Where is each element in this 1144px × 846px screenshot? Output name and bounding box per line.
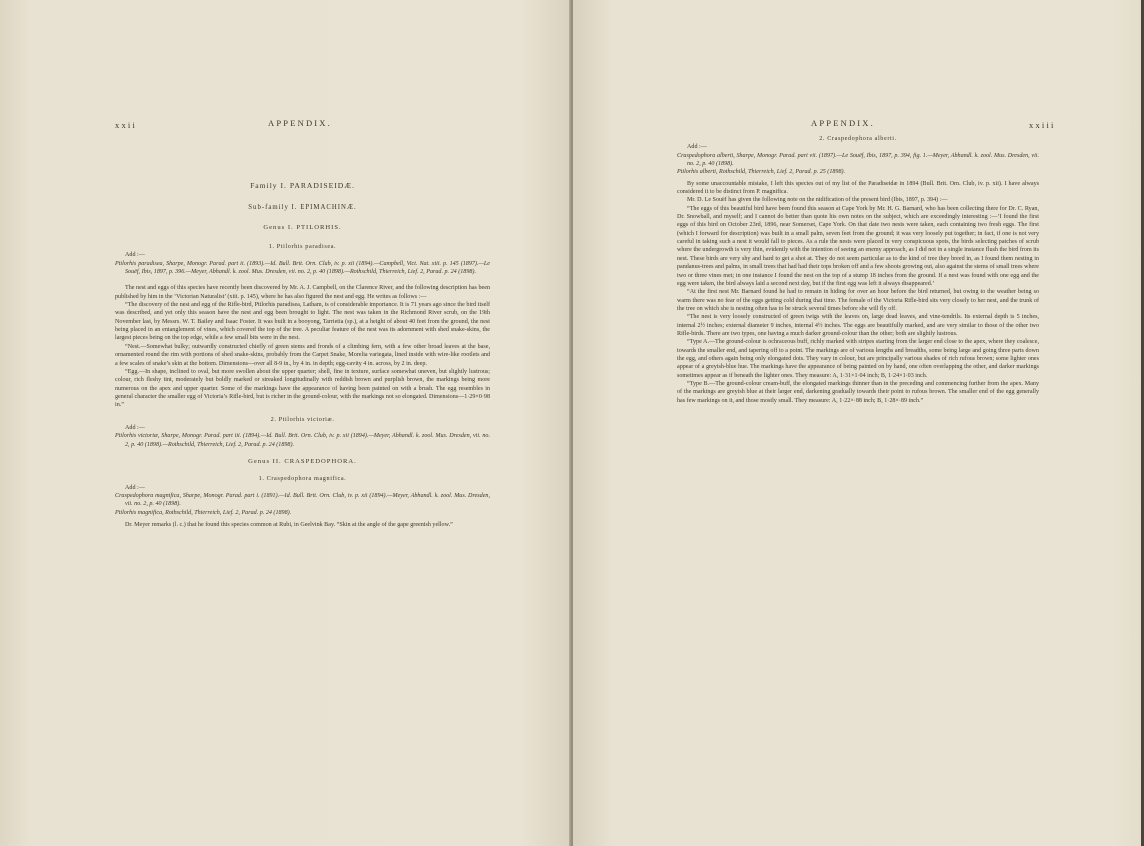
references-magnifica: Craspedophora magnifica, Sharpe, Monogr. Parad. part i. (1891).—Id. Bull. Brit. Orn. Club, iv. p. xii (1894).—Meyer, Abhandl. k. zool. Mus. Dresden, vii. no. 2, p. 40 (1898). xyxy=(115,492,490,508)
page-number-left: xxii xyxy=(115,120,138,130)
paragraph-egg-description: “Egg.—In shape, inclined to oval, but more swollen about the upper quarter; shell, fine in texture, surface somewhat uneven, but slightly lustrous; colour, rich fleshy tint, moderately but boldly marked or streaked longitudinally with reddish brown and purplish brown, the markings being more numerous on the apex and upper quarter. Some of the markings have the appearance of having been painted on with a brush. The egg resembles in general character the smaller egg of Victoria’s Rifle-bird, but is richer in the ground-colour, with the markings not so elongated. Dimensions—1·29×0·98 in.” xyxy=(115,368,490,409)
add-label: Add :— xyxy=(125,484,145,491)
references-ptilorhis-magnifica: Ptilorhis magnifica, Rothschild, Thierreich, Lief. 2, Parad. p. 24 (1898). xyxy=(115,509,292,516)
family-heading: Family I. PARADISEIDÆ. xyxy=(250,181,355,190)
right-page xyxy=(573,0,1144,846)
right-text-column xyxy=(677,135,1039,405)
paragraph-nest-discovery: The nest and eggs of this species have recently been discovered by Mr. A. J. Campbell, on the Clarence River, and the following description has been published by him in the ‘Victorian Naturalist’ (xiii. p. 145), where he has also figured the nest and egg. He writes as follows :— xyxy=(115,285,490,300)
paragraph-nest-construction: “The nest is very loosely constructed of green twigs with the leaves on, large dead leaves, and vine-tendrils. Its external depth is 5 inches, internal 2½ inches; external diameter 9 inches, internal 4½ inches. The eggs are beautifully marked, and are very similar to those of the other two Rifle-birds. There are two types, one having a much darker ground-colour than the other; both are slightly lustrous. xyxy=(677,314,1039,337)
add-label: Add :— xyxy=(125,252,145,259)
paragraph-barnard-notes: “The eggs of this beautiful bird have been found this season at Cape York by Mr. H. G. Barnard, who has been collecting there for Dr. C. Ryan, Dr. Snowball, and myself; and I cannot do better than quote his own notes on the subject, which are exceedingly interesting :—‘I found the first eggs of this bird on October 23rd, 1896, near Somerset, Cape York. On that date two nests were taken, each containing two fresh eggs. The first (which I forward for description) was built in a small palm, seven feet from the ground; it was very loosely put together; in fact, if one is not very careful in taking such a nest it would fall to pieces. As a rule the nests were placed in very conspicuous spots, the birds selecting patches of scrub where the undergrowth is very thin, evidently with the intention of seeing an enemy approach, as I did not in a single instance flush the bird from its nest. These birds are very shy and hard to get a shot at. They do not seem particular as to the kind of tree they breed in, as I found them nesting in pandanus-trees and palms, in small trees that had had their tops broken off and a few shoots growing out, also against the stems of small trees where two or three vines met; in one instance I found the nest on the top of a stump 18 inches from the ground. If a nest was found with one egg and the egg were taken, the bird always laid a second next day, but if the first egg was left it always disappeared.’ xyxy=(677,205,1039,287)
paragraph-nest-description: “Nest.—Somewhat bulky; outwardly constructed chiefly of green stems and fronds of a climbing fern, with a few other broad leaves at the base, ornamented round the rim with portions of shed snake-skins, probably from the Carpet Snake, Morelia variegata, lined inside with wire-like rootlets and a few scales of snake’s skin at the bottom. Dimensions—over all 8-9 in., by 4 in. in depth; egg-cavity 4 in. across, by 2 in. deep. xyxy=(115,343,490,367)
paragraph-type-a: “Type A.—The ground-colour is ochraceous buff, richly marked with stripes starting from the larger end close to the apex, where they coalesce, towards the smaller end, and tapering off to a point. The markings are of various lengths and breadths, some being large and going three parts down the egg, and others again being only elongated dots. They vary in colour, but are principally various shades of rich rufous brown; some lighter ones appear of a greyish-blue hue. The markings have the appearance of being painted on by hand, one often overlapping the other, and darker markings sometimes appear as if beneath the lighter ones. They measure: A, 1·31×1·04 inch; B, 1·24×1·03 inch. xyxy=(677,339,1039,379)
references-ptilorhis-alberti: Ptilorhis alberti, Rothschild, Thierreich, Lief. 2, Parad. p. 25 (1898). xyxy=(677,169,846,176)
running-head-right: APPENDIX. xyxy=(811,118,875,128)
paragraph-type-b: “Type B.—The ground-colour cream-buff, the elongated markings thinner than in the preceding and commencing further from the apex. Many of the markings are greyish blue at their larger end, darkening gradually towards their point to rufous brown. The smaller end of the egg generally has few markings on it, and those mostly small. They measure: A, 1·22×·88 inch; B, 1·28×·89 inch.” xyxy=(677,380,1039,404)
paragraph-campbell-quote: “The discovery of the nest and egg of the Rifle-bird, Ptilorhis paradisea, Latham, is of considerable importance. It is 71 years ago since the bird itself was described, and yet only this season have the nest and egg been brought to light. The nest was taken in the Richmond River scrub, on the 19th November last, by Messrs. W. T. Bailey and Isaac Foster. It was built in a booyong, Tarrietia (sp.), at a height of about 40 feet from the ground, the nest being placed in an entanglement of vines, which covered the top of the tree. A peculiar feature of the nest was its adornment with shed snake-skins, the largest pieces being on the top edge, while a few small bits were in the nest. xyxy=(115,302,490,342)
references-alberti: Craspedophora alberti, Sharpe, Monogr. Parad. part vii. (1897).—Le Souëf, Ibis, 1897, p. 394, fig. 1.—Meyer, Abhandl. k. zool. Mus. Dresden, vii. no. 2, p. 40 (1898). xyxy=(677,152,1039,168)
species-heading-paradisea: 1. Ptilorhis paradisea. xyxy=(268,243,337,251)
page-number-right: xxiii xyxy=(1029,120,1056,130)
paragraph-omission-note: By some unaccountable mistake, I left this species out of my list of the Paradiseidæ in 1894 (Bull. Brit. Orn. Club, iv. p. xii). I have always considered it to be distinct from P. magnifica. xyxy=(677,180,1039,196)
species-heading-alberti: 2. Craspedophora alberti. xyxy=(819,135,897,142)
species-heading-victoriae: 2. Ptilorhis victoriæ. xyxy=(270,415,335,423)
paragraph-meyer-remarks: Dr. Meyer remarks (l. c.) that he found this species common at Rubi, in Geelvink Bay. “Skin at the angle of the gape greenish yellow.” xyxy=(125,522,453,528)
left-text-column xyxy=(115,182,490,529)
paragraph-le-souef-intro: Mr. D. Le Souëf has given the following note on the nidification of the present bird (Ibis, 1897, p. 394) :— xyxy=(687,197,948,204)
subfamily-heading: Sub-family I. EPIMACHINÆ. xyxy=(248,204,357,212)
left-page xyxy=(0,0,571,846)
genus-heading-craspedophora: Genus II. CRASPEDOPHORA. xyxy=(248,457,357,465)
genus-heading-ptilorhis: Genus I. PTILORHIS. xyxy=(263,223,342,231)
add-label: Add :— xyxy=(687,144,707,151)
paragraph-first-nest: “At the first nest Mr. Barnard found he had to remain in hiding for over an hour before the bird returned, but owing to the weather being so warm there was no fear of the eggs getting cold during that time. The female of the Victoria Rifle-bird sits very closely to her nest, and the trunk of the tree on which she is nesting often has to be struck several times before she will fly off. xyxy=(677,289,1039,312)
species-heading-magnifica: 1. Craspedophora magnifica. xyxy=(258,475,347,483)
add-label: Add :— xyxy=(125,424,145,431)
references-paradisea: Ptilorhis paradisea, Sharpe, Monogr. Parad. part ii. (1893).—Id. Bull. Brit. Orn. Club, iv. p. xii (1894).—Campbell, Vict. Nat. xiii. p. 145 (1897).—Le Souëf, Ibis, 1897, p. 396.—Meyer, Abhandl. k. zool. Mus. Dresden, vii. no. 2, p. 40 (1898).—Rothschild, Thierreich, Lief. 2, Parad. p. 24 (1898). xyxy=(115,260,490,276)
references-victoriae: Ptilorhis victoriæ, Sharpe, Monogr. Parad. part iii. (1894).—Id. Bull. Brit. Orn. Club, iv. p. xii (1894).—Meyer, Abhandl. k. zool. Mus. Dresden, vii. no. 2, p. 40 (1898).—Rothschild, Thierreich, Lief. 2, Parad. p. 24 (1898). xyxy=(115,433,490,448)
running-head-left: APPENDIX. xyxy=(268,118,332,128)
